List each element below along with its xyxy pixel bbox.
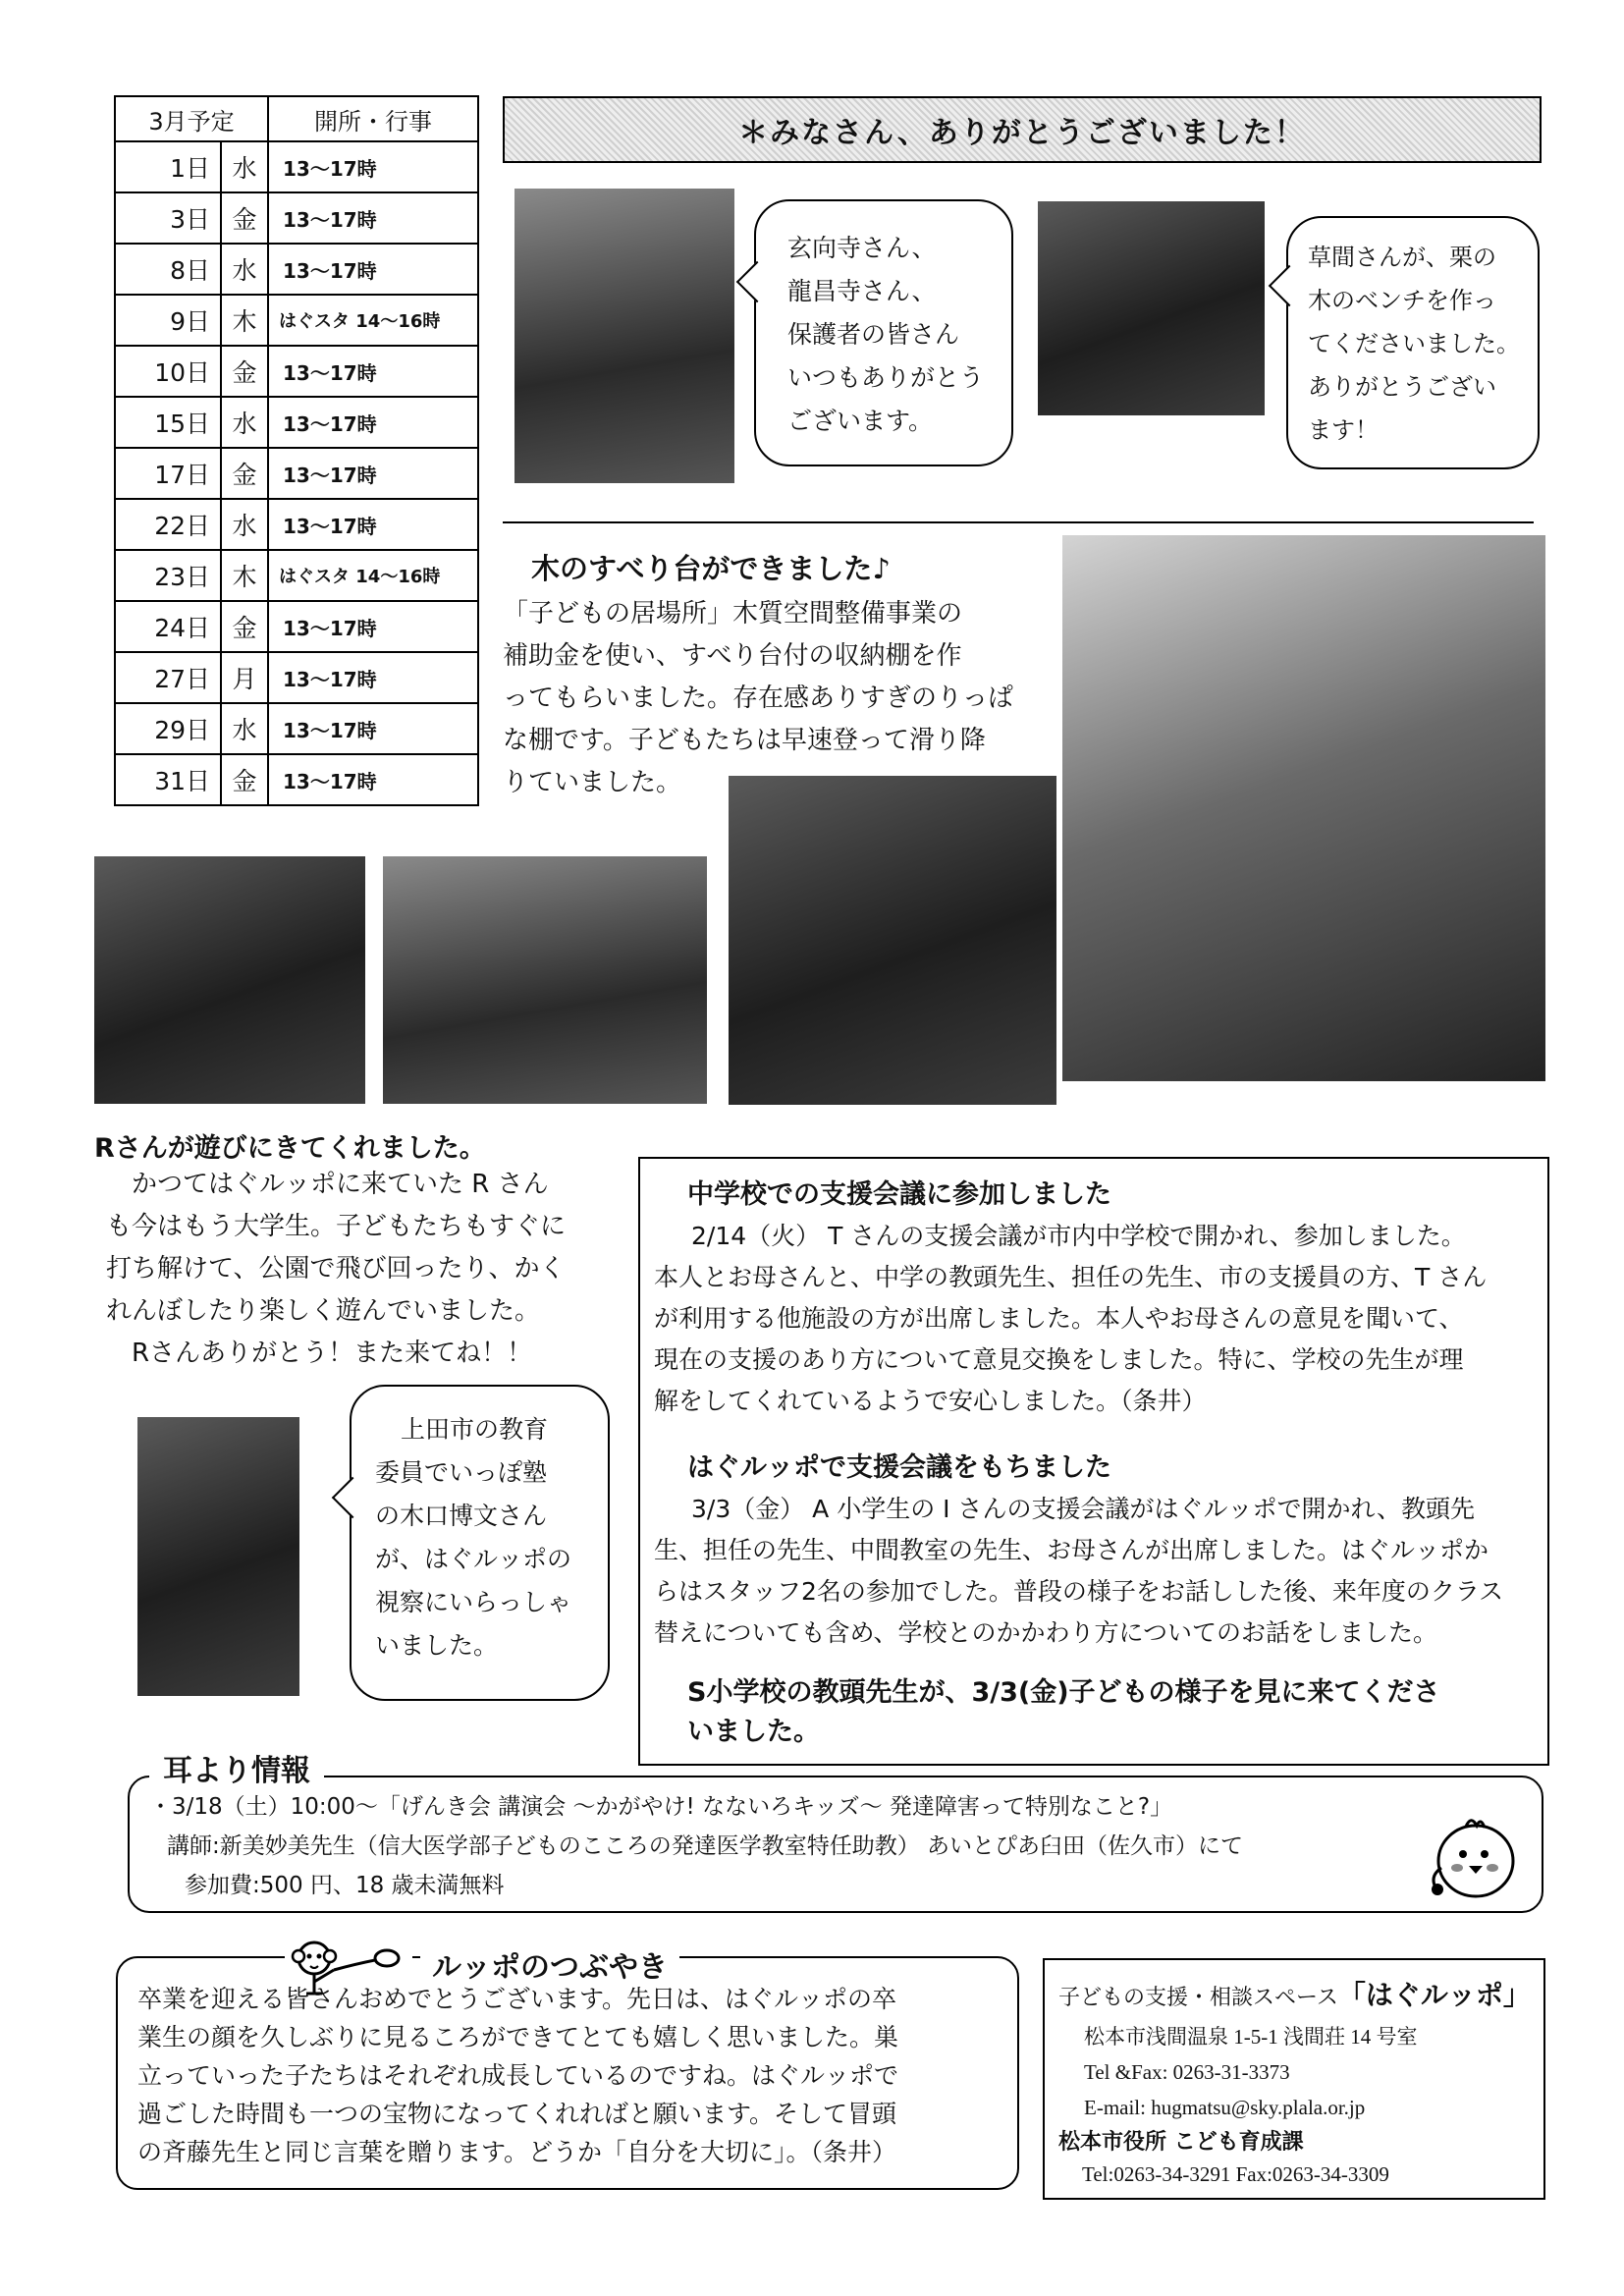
- schedule-row: [115, 141, 478, 192]
- tweet-line: の斉藤先生と同じ言葉を贈ります。どうか「自分を大切に」。（条井）: [137, 2138, 897, 2166]
- schedule-date: 29日: [115, 703, 221, 754]
- schedule-day: 金: [221, 448, 268, 499]
- slide-line: りていました。: [503, 768, 682, 797]
- thanks-banner: ＊みなさん、ありがとうございました！: [503, 96, 1542, 163]
- bubble-line: ます！: [1308, 416, 1379, 444]
- support-title-1: 中学校での支援会議に参加しました: [687, 1179, 1111, 1210]
- contact-email: E-mail: hugmatsu@sky.plala.or.jp: [1084, 2096, 1366, 2119]
- schedule-event: 13～17時: [268, 703, 478, 754]
- support-line: が利用する他施設の方が出席しました。本人やお母さんの意見を聞いて、: [654, 1304, 1464, 1333]
- bench-photo: [1038, 201, 1265, 415]
- schedule-date: 9日: [115, 295, 221, 346]
- support-note: [687, 1673, 1440, 1752]
- schedule-event: 13～17時: [268, 244, 478, 295]
- support-line: 替えについても含め、学校とのかかわり方についてのお話をしました。: [654, 1618, 1438, 1647]
- chick-icon: [1422, 1807, 1530, 1905]
- contact-address: 松本市浅間温泉 1-5-1 浅間荘 14 号室: [1084, 2025, 1418, 2049]
- info-line: ・3/18（土）10:00～「げんき会 講演会 ～かがやけ! なないろキッズ～ 発達障害って特別なこと?」: [149, 1794, 1173, 1820]
- info-line: 参加費:500 円、18 歳未満無料: [185, 1873, 505, 1898]
- bubble-line: 草間さんが、栗の: [1308, 244, 1496, 271]
- schedule-event: 13～17時: [268, 499, 478, 550]
- schedule-row: [115, 397, 478, 448]
- schedule-day: 木: [221, 550, 268, 601]
- bubble-line: いつもありがとう: [787, 363, 985, 392]
- slide-photo-small: [729, 776, 1056, 1105]
- visit-line: も今はもう大学生。子どもたちもすぐに: [106, 1212, 567, 1241]
- bubble-line: いました。: [375, 1631, 499, 1660]
- tweet-line: 卒業を迎える皆さんおめでとうございます。先日は、はぐルッポの卒: [137, 1985, 897, 2013]
- info-title: 耳より情報: [149, 1746, 324, 1789]
- contact-label: 子どもの支援・相談スペース: [1058, 1986, 1338, 2010]
- visit-line: れんぼしたり楽しく遊んでいました。: [106, 1296, 541, 1326]
- slide-title: 木のすべり台ができました♪: [531, 552, 891, 585]
- bubble-line: 保護者の皆さん: [787, 320, 960, 349]
- schedule-row: [115, 448, 478, 499]
- schedule-event: 13～17時: [268, 652, 478, 703]
- slide-body: [503, 593, 1033, 804]
- bubble-line: 木のベンチを作っ: [1308, 287, 1496, 314]
- support-line: 3/3（金） A 小学生の I さんの支援会議がはぐルッポで開かれ、教頭先: [691, 1495, 1475, 1523]
- schedule-row: [115, 346, 478, 397]
- schedule-event: 13～17時: [268, 754, 478, 805]
- schedule-day: 水: [221, 703, 268, 754]
- schedule-date: 22日: [115, 499, 221, 550]
- schedule-row: [115, 652, 478, 703]
- schedule-day: 金: [221, 754, 268, 805]
- schedule-event: はぐスタ 14～16時: [268, 295, 478, 346]
- schedule-table: [114, 95, 479, 806]
- schedule-date: 8日: [115, 244, 221, 295]
- inspector-photo: [137, 1417, 299, 1696]
- visit-line: かつてはぐルッポに来ていた R さん: [132, 1170, 549, 1199]
- tweet-line: 立っていった子たちはそれぞれ成長しているのですね。はぐルッポで: [137, 2061, 899, 2090]
- support-line: 解をしてくれているようで安心しました。（条井）: [654, 1387, 1207, 1415]
- bubble-line: 玄向寺さん、: [787, 234, 937, 262]
- divider: [503, 521, 1534, 523]
- bubble-line: の木口博文さん: [375, 1502, 548, 1530]
- visit-bubble: [350, 1385, 610, 1701]
- schedule-event: 13～17時: [268, 141, 478, 192]
- support-note-line: いました。: [687, 1717, 820, 1747]
- info-body: [149, 1787, 1367, 1905]
- support-body-1: [654, 1216, 1538, 1422]
- schedule-row: [115, 192, 478, 244]
- schedule-row: [115, 499, 478, 550]
- slide-line: 補助金を使い、すべり台付の収納棚を作: [503, 641, 962, 671]
- schedule-event: はぐスタ 14～16時: [268, 550, 478, 601]
- temple-photo: [514, 189, 734, 483]
- schedule-header-event: 開所・行事: [268, 96, 478, 141]
- schedule-day: 金: [221, 601, 268, 652]
- support-line: 本人とお母さんと、中学の教頭先生、担任の先生、市の支援員の方、T さん: [654, 1263, 1488, 1291]
- schedule-day: 水: [221, 499, 268, 550]
- bubble-line: が、はぐルッポの: [375, 1545, 572, 1573]
- schedule-day: 水: [221, 244, 268, 295]
- visitor-photo: [94, 856, 365, 1104]
- schedule-event: 13～17時: [268, 397, 478, 448]
- contact-details: [1084, 2019, 1418, 2125]
- schedule-date: 23日: [115, 550, 221, 601]
- bubble-line: ありがとうござい: [1308, 373, 1496, 401]
- thanks-bubble-2: [1286, 216, 1540, 469]
- contact-tel: Tel &Fax: 0263-31-3373: [1084, 2060, 1290, 2084]
- slide-line: ってもらいました。存在感ありすぎのりっぱ: [503, 683, 1014, 713]
- schedule-date: 10日: [115, 346, 221, 397]
- schedule-day: 金: [221, 346, 268, 397]
- contact-box: [1043, 1958, 1545, 2200]
- thanks-bubble-1: [754, 199, 1013, 466]
- bubble-line: 視察にいらっしゃ: [375, 1588, 572, 1616]
- tweet-line: 過ごした時間も一つの宝物になってくれればと願います。そして冒頭: [137, 2100, 897, 2128]
- visit-line: 打ち解けて、公園で飛び回ったり、かく: [106, 1254, 566, 1284]
- tweet-line: 業生の顔を久しぶりに見るころができてとても嬉しく思いました。巣: [137, 2023, 899, 2051]
- schedule-header-month: 3月予定: [115, 96, 268, 141]
- support-box: [638, 1157, 1549, 1766]
- slide-line: 「子どもの居場所」木質空間整備事業の: [503, 599, 963, 629]
- contact-office-tel: Tel:0263-34-3291 Fax:0263-34-3309: [1082, 2162, 1389, 2186]
- schedule-day: 水: [221, 141, 268, 192]
- bubble-line: 龍昌寺さん、: [787, 277, 937, 305]
- bubble-line: ございます。: [787, 407, 934, 435]
- schedule-date: 15日: [115, 397, 221, 448]
- tweet-title: ルッポのつぶやき: [420, 1942, 679, 1986]
- schedule-date: 3日: [115, 192, 221, 244]
- schedule-event: 13～17時: [268, 346, 478, 397]
- support-body-2: [654, 1489, 1538, 1654]
- schedule-day: 木: [221, 295, 268, 346]
- schedule-date: 17日: [115, 448, 221, 499]
- support-line: 生、担任の先生、中間教室の先生、お母さんが出席しました。はぐルッポか: [654, 1536, 1489, 1564]
- support-line: 2/14（火） T さんの支援会議が市内中学校で開かれ、参加しました。: [691, 1222, 1466, 1250]
- contact-name: 「はぐルッポ」: [1337, 1979, 1531, 2011]
- schedule-row: [115, 601, 478, 652]
- schedule-row: [115, 295, 478, 346]
- slide-photo-large: [1062, 535, 1545, 1081]
- bubble-line: てくださいました。: [1308, 330, 1520, 357]
- schedule-row: [115, 703, 478, 754]
- support-line: らはスタッフ2名の参加でした。普段の様子をお話しした後、来年度のクラス: [654, 1577, 1504, 1606]
- info-line: 講師:新美妙美先生（信大医学部子どものこころの発達医学教室特任助教） あいとぴあ臼田（佐久市）にて: [167, 1833, 1244, 1859]
- support-note-line: S小学校の教頭先生が、3/3(金)子どもの様子を見に来てくださ: [687, 1677, 1440, 1708]
- visit-body: [106, 1164, 636, 1375]
- schedule-row: [115, 244, 478, 295]
- support-line: 現在の支援のあり方について意見交換をしました。特に、学校の先生が理: [654, 1345, 1464, 1374]
- bubble-line: 委員でいっぽ塾: [375, 1458, 548, 1487]
- schedule-date: 1日: [115, 141, 221, 192]
- schedule-day: 月: [221, 652, 268, 703]
- support-title-2: はぐルッポで支援会議をもちました: [687, 1452, 1111, 1483]
- schedule-date: 27日: [115, 652, 221, 703]
- schedule-row: [115, 754, 478, 805]
- schedule-event: 13～17時: [268, 601, 478, 652]
- schedule-row: [115, 550, 478, 601]
- schedule-event: 13～17時: [268, 192, 478, 244]
- slide-line: な棚です。子どもたちは早速登って滑り降: [503, 726, 986, 755]
- tweet-body: [137, 1980, 1005, 2171]
- schedule-date: 31日: [115, 754, 221, 805]
- schedule-date: 24日: [115, 601, 221, 652]
- visit-title: Rさんが遊びにきてくれました。: [94, 1133, 486, 1164]
- visit-line: Rさんありがとう！また来てね！！: [132, 1339, 533, 1368]
- schedule-event: 13～17時: [268, 448, 478, 499]
- bubble-line: 上田市の教育: [401, 1415, 549, 1444]
- schedule-day: 金: [221, 192, 268, 244]
- schedule-day: 水: [221, 397, 268, 448]
- park-photo: [383, 856, 707, 1104]
- contact-heading: [1058, 1974, 1531, 2013]
- contact-office: 松本市役所 こども育成課: [1058, 2130, 1304, 2155]
